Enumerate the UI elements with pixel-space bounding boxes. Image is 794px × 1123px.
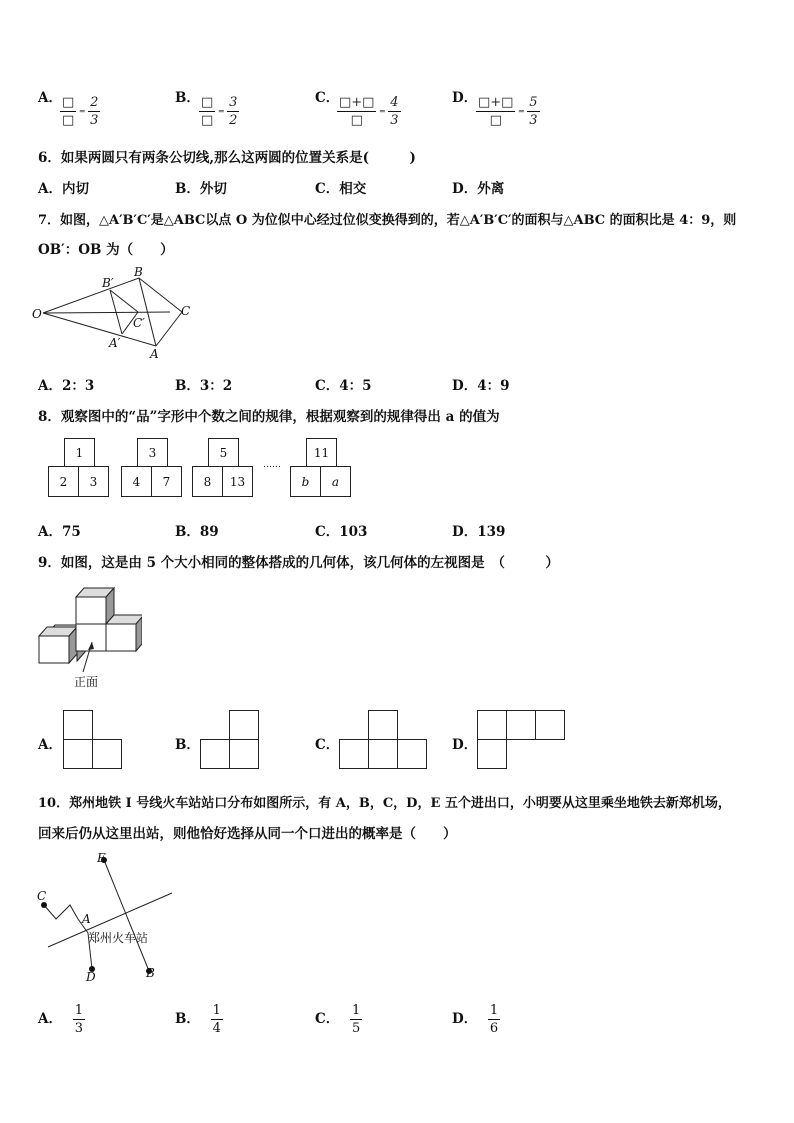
q10-d-fraction: $\frac{1}{6}$	[489, 1003, 499, 1036]
pin-3-right: 13	[222, 466, 253, 497]
q5-c-lhs-fraction: $\frac{□+□}{□}$	[339, 95, 375, 128]
label-a: A	[150, 347, 159, 361]
label-c: C	[37, 889, 47, 903]
q8-option-a[interactable]: A．75	[38, 524, 81, 540]
q9-option-a[interactable]: A．	[38, 737, 62, 753]
label-b: B	[146, 966, 155, 980]
q8-option-c[interactable]: C．103	[315, 524, 368, 540]
side-b1c1	[110, 290, 138, 312]
q5-b-lhs-fraction: $\frac{□}{□}$	[201, 95, 214, 128]
q5-option-d[interactable]: D． $\frac{□+□}{□}$ = $\frac{5}{3}$	[452, 90, 538, 128]
cube-front-left	[39, 636, 69, 663]
q9-option-c[interactable]: C．	[315, 737, 340, 753]
label-b: B	[134, 265, 143, 279]
pin-2-left: 4	[121, 466, 152, 497]
q5-b-rhs-fraction: $\frac{3}{2}$	[229, 95, 238, 128]
q7-option-b[interactable]: B．3：2	[175, 378, 233, 394]
exit-path-e-b	[104, 860, 149, 971]
q5-d-rhs-fraction: $\frac{5}{3}$	[529, 95, 538, 128]
q6-option-d[interactable]: D．外离	[452, 181, 505, 197]
q10-station-map	[34, 849, 176, 985]
label-e: E	[97, 851, 106, 865]
q8-option-d[interactable]: D．139	[452, 524, 506, 540]
q10-stem-line1: 10．郑州地铁 I 号线火车站站口分布如图所示，有 A，B，C，D，E 五个进出口，小明要从这里乘坐地铁去新郑机场，	[38, 796, 731, 811]
q7-stem-line2: OB′：OB 为（ ）	[38, 242, 174, 258]
q6-option-a[interactable]: A．内切	[38, 181, 89, 197]
q7-option-d[interactable]: D．4：9	[452, 378, 510, 394]
label-d: D	[86, 970, 96, 984]
q10-a-fraction: $\frac{1}{3}$	[74, 1003, 83, 1036]
pin-1-right: 3	[78, 466, 109, 497]
q5-c-rhs-fraction: $\frac{4}{3}$	[390, 95, 399, 128]
q7-similar-triangles-figure	[30, 264, 200, 364]
pin-2-right: 7	[151, 466, 182, 497]
label-a-prime: A′	[109, 336, 121, 350]
q10-option-b[interactable]: B． $\frac{1}{4}$	[175, 1003, 221, 1036]
pin-3-left: 8	[192, 466, 223, 497]
q10-option-d[interactable]: D． $\frac{1}{6}$	[452, 1003, 499, 1036]
q10-c-fraction: $\frac{1}{5}$	[351, 1003, 361, 1036]
q10-option-c[interactable]: C． $\frac{1}{5}$	[315, 1003, 361, 1036]
pin-4-right: a	[320, 466, 351, 497]
q9-stem: 9．如图，这是由 5 个大小相同的整体搭成的几何体，该几何体的左视图是 （ ）	[38, 555, 559, 571]
pin-4-left: b	[290, 466, 321, 497]
q10-b-fraction: $\frac{1}{4}$	[212, 1003, 221, 1036]
q7-stem-line1: 7．如图，△A′B′C′是△ABC以点 O 为位似中心经过位似变换得到的，若△A′B′C′的面积与△ABC 的面积比是 4：9，则	[38, 213, 737, 228]
pin-1-left: 2	[48, 466, 79, 497]
q5-a-lhs-fraction: $\frac{□}{□}$	[62, 95, 75, 128]
q5-option-c[interactable]: C． $\frac{□+□}{□}$ = $\frac{4}{3}$	[315, 90, 399, 128]
label-c: C	[181, 304, 191, 318]
side-ca	[156, 312, 182, 346]
q10-stem-line2: 回来后仍从这里出站，则他恰好选择从同一个口进出的概率是（ ）	[38, 826, 457, 842]
q5-a-rhs-fraction: $\frac{2}{3}$	[90, 95, 99, 128]
label-c-prime: C′	[133, 316, 145, 330]
line-oc	[43, 312, 170, 313]
side-bc	[139, 278, 182, 312]
q8-stem: 8．观察图中的“品”字形中个数之间的规律，根据观察到的规律得出 a 的值为	[38, 409, 500, 425]
cube-right	[106, 624, 136, 651]
q8-option-b[interactable]: B．89	[175, 524, 219, 540]
q5-option-b[interactable]: B． $\frac{□}{□}$ = $\frac{3}{2}$	[175, 90, 238, 128]
station-name: 郑州火车站	[88, 931, 149, 945]
q10-option-a[interactable]: A． $\frac{1}{3}$	[38, 1003, 83, 1036]
label-b-prime: B′	[102, 276, 114, 290]
line-ob	[43, 278, 139, 313]
pin-3-top: 5	[208, 438, 239, 467]
q8-ellipsis: ……	[263, 460, 281, 470]
q9-front-label: 正面	[74, 675, 99, 689]
q6-option-c[interactable]: C．相交	[315, 181, 367, 197]
pin-2-top: 3	[137, 438, 168, 467]
pin-4-top: 11	[306, 438, 337, 467]
q6-option-b[interactable]: B．外切	[175, 181, 227, 197]
q7-option-a[interactable]: A．2：3	[38, 378, 95, 394]
pin-1-top: 1	[64, 438, 95, 467]
label-o: O	[32, 307, 42, 321]
q5-d-lhs-fraction: $\frac{□+□}{□}$	[478, 95, 514, 128]
cube-top-front	[76, 597, 106, 624]
q9-option-b[interactable]: B．	[175, 737, 200, 753]
q6-stem: 6．如果两圆只有两条公切线,那么这两圆的位置关系是( )	[38, 150, 416, 166]
q5-option-a[interactable]: A． $\frac{□}{□}$ = $\frac{2}{3}$	[38, 90, 99, 128]
label-a: A	[82, 912, 91, 926]
q9-option-d[interactable]: D．	[452, 737, 478, 753]
q7-option-c[interactable]: C．4：5	[315, 378, 372, 394]
